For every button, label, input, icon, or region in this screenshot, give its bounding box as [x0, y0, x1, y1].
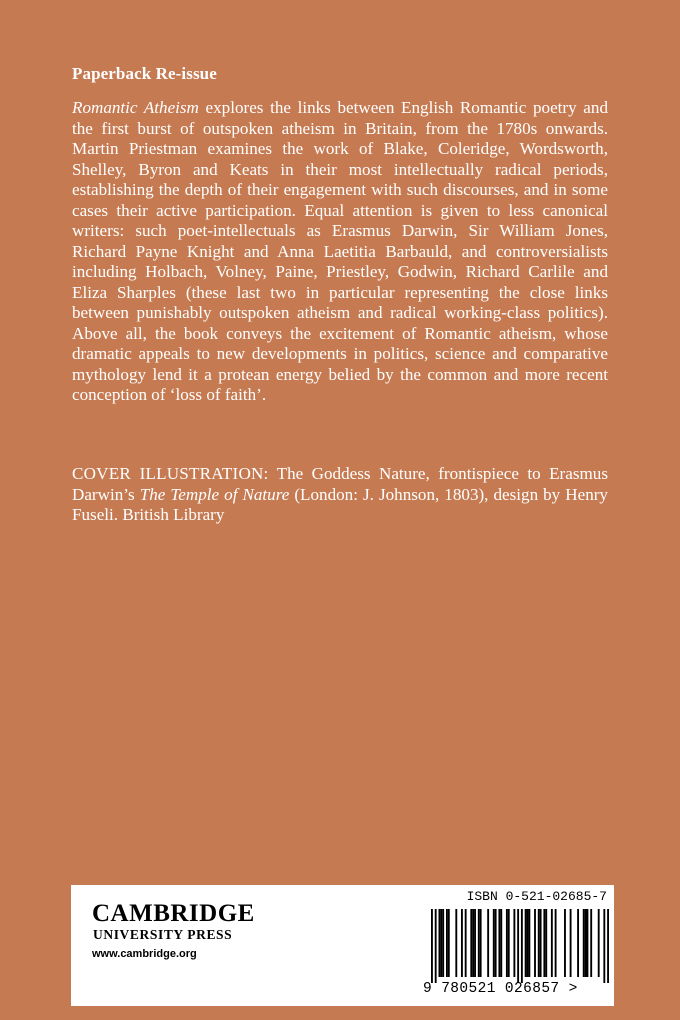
barcode-bar [545, 909, 547, 977]
publisher-name: CAMBRIDGE [92, 900, 255, 927]
barcode-bar [590, 909, 592, 977]
description-text: explores the links between English Romantic poetry and the first burst of outspoken atheism in Britain, from the 1780s onwards. Martin Priestman examines the work of Blake, Coleridge, Wordsworth, Shelley, Byron and Keats in their most intellectually radical periods, establishing the depth of their engagement with such discourses, and in some cases their active participation. Equal attention is given to less canonical writers: such poet-intellectuals as Erasmus Darwin, Sir William Jones, Richard Payne Knight and Anna Laetitia Barbauld, and controversialists including Holbach, Volney, Paine, Priestley, Godwin, Richard Carlile and Eliza Sharples (these last two in particular representing the close links between punishably outspoken atheism and radical working-class politics). Above all, the book conveys the excitement of Romantic atheism, whose dramatic appeals to new developments in politics, science and comparative mythology lend it a protean energy belied by the common and more recent conception of ‘loss of faith’. [72, 98, 608, 404]
barcode-bar [583, 909, 585, 977]
barcode-icon [431, 909, 609, 983]
credit-text-after: (London: J. Johnson, 1803), design by Henry Fuseli. British Library [72, 484, 608, 524]
barcode-bar [564, 909, 566, 977]
barcode-bar [587, 909, 589, 977]
barcode-bar [551, 909, 553, 977]
barcode-bar [543, 909, 545, 977]
barcode-bar [540, 909, 542, 977]
barcode-bar [435, 909, 437, 983]
barcode-bar [465, 909, 467, 977]
barcode-bar [480, 909, 482, 977]
barcode-bar [534, 909, 536, 977]
barcode-bar [513, 909, 515, 977]
barcode-bar [478, 909, 480, 977]
barcode-bar [500, 909, 502, 977]
credit-text-before: The Goddess Nature, frontispiece to Erasmus Darwin’s [72, 464, 608, 504]
barcode-digits: 9 780521 026857 > [423, 981, 578, 997]
publisher-url: www.cambridge.org [92, 948, 197, 960]
cover-illustration-credit [72, 464, 608, 526]
book-title-italic: Romantic Atheism [72, 98, 199, 117]
barcode-bar [528, 909, 530, 977]
barcode-bar [472, 909, 474, 977]
barcode-bar [555, 909, 557, 977]
isbn-label: ISBN 0-521-02685-7 [466, 889, 607, 904]
barcode-bar [461, 909, 463, 977]
publisher-barcode-panel [71, 885, 614, 1006]
barcode-bar [495, 909, 497, 977]
book-description [72, 98, 608, 406]
section-heading: Paperback Re-issue [72, 64, 217, 83]
barcode-bar [448, 909, 450, 977]
barcode-bar [508, 909, 510, 977]
barcode-bar [525, 909, 527, 977]
barcode-bar [455, 909, 457, 977]
barcode-bar [498, 909, 500, 977]
publisher-logo [92, 901, 255, 963]
barcode-bar [506, 909, 508, 977]
barcode-bar [585, 909, 587, 977]
publisher-subtitle: UNIVERSITY PRESS [93, 927, 233, 942]
barcode-bar [493, 909, 495, 977]
barcode-bar [598, 909, 600, 977]
barcode-bar [577, 909, 579, 977]
barcode-bar [438, 909, 440, 977]
barcode-bar [442, 909, 444, 977]
barcode-bar [521, 909, 523, 983]
barcode-bar [440, 909, 442, 977]
barcode-bar [527, 909, 529, 977]
barcode-bar [538, 909, 540, 977]
barcode-bar [487, 909, 489, 977]
barcode-bar [603, 909, 605, 983]
barcode-bar [607, 909, 609, 983]
barcode-bar [517, 909, 519, 983]
barcode-bar [470, 909, 472, 977]
barcode-bar [446, 909, 448, 977]
barcode-bar [431, 909, 433, 983]
credit-italic-title: The Temple of Nature [139, 484, 290, 504]
barcode-bar [570, 909, 572, 977]
barcode-bar [474, 909, 476, 977]
credit-label: COVER ILLUSTRATION: [72, 464, 269, 483]
